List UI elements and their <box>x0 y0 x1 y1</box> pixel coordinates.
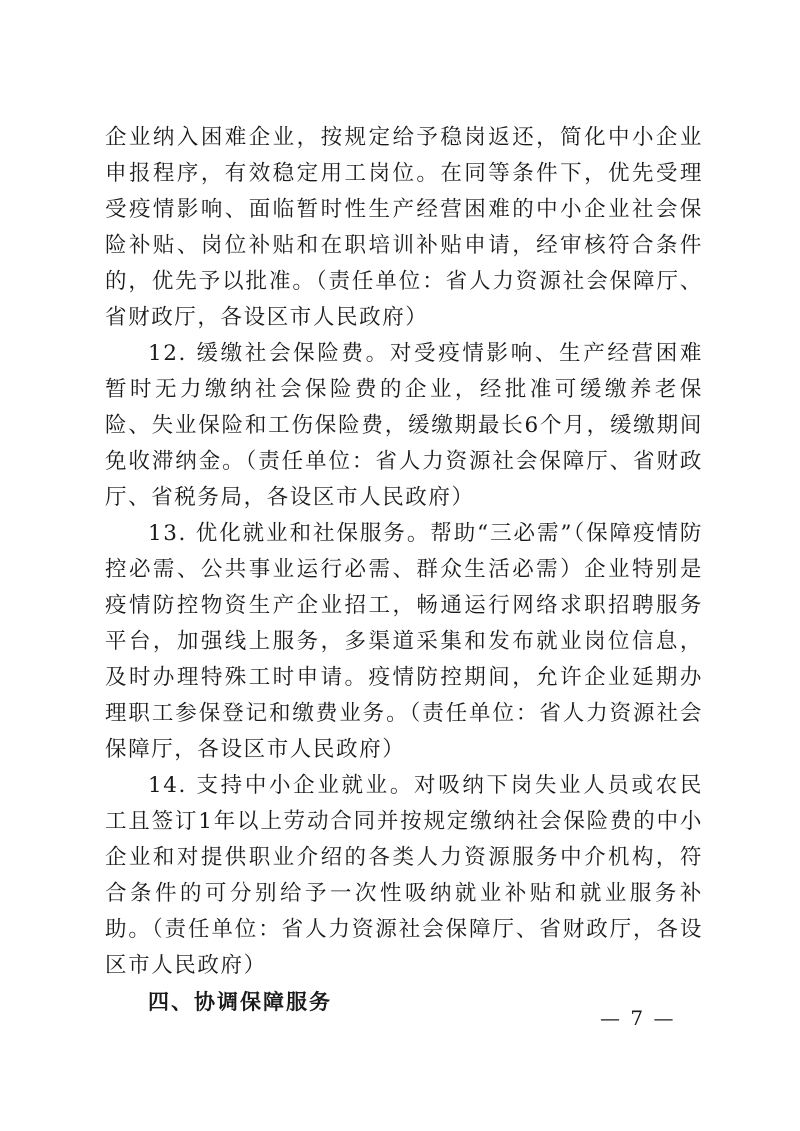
paragraph-item-13: 13. 优化就业和社保服务。帮助“三必需”（保障疫情防控必需、公共事业运行必需、群众生活必需）企业特别是疫情防控物资生产企业招工，畅通运行网络求职招聘服务平台，加强线上服务，多渠道采集和发布就业岗位信息，及时办理特殊工时申请。疫情防控期间，允许企业延期办理职工参保登记和缴费业务。（责任单位：省人力资源社会保障厅，各设区市人民政府） <box>105 521 703 762</box>
paragraph-item-12: 12. 缓缴社会保险费。对受疫情影响、生产经营困难暂时无力缴纳社会保险费的企业，经批准可缓缴养老保险、失业保险和工伤保险费，缓缴期最长6个月，缓缴期间免收滞纳金。（责任单位：省人力资源社会保障厅、省财政厅、省税务局，各设区市人民政府） <box>105 341 703 510</box>
section-heading: 四、协调保障服务 <box>148 990 332 1014</box>
paragraph-continuation: 企业纳入困难企业，按规定给予稳岗返还，简化中小企业申报程序，有效稳定用工岗位。在同等条件下，优先受理受疫情影响、面临暂时性生产经营困难的中小企业社会保险补贴、岗位补贴和在职培训补贴申请，经审核符合条件的，优先予以批准。（责任单位：省人力资源社会保障厅、省财政厅，各设区市人民政府） <box>105 125 703 330</box>
paragraph-item-14: 14. 支持中小企业就业。对吸纳下岗失业人员或农民工且签订1年以上劳动合同并按规定缴纳社会保险费的中小企业和对提供职业介绍的各类人力资源服务中介机构，符合条件的可分别给予一次性吸纳就业补贴和就业服务补助。（责任单位：省人力资源社会保障厅、省财政厅，各设区市人民政府） <box>105 773 703 978</box>
document-body <box>105 120 703 1020</box>
page-number: — 7 — <box>600 1006 676 1030</box>
